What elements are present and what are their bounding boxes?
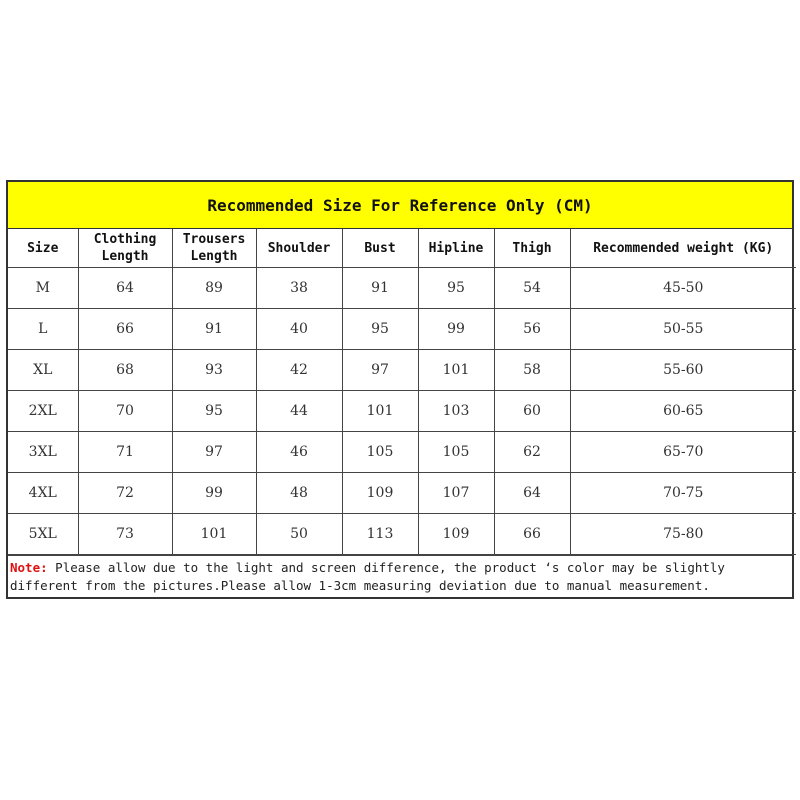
size-table [8,229,796,555]
cell-thigh: 58 [494,350,570,391]
header-clothing-length: Clothing Length [78,229,172,268]
cell-trousers-length: 99 [172,473,256,514]
cell-hipline: 99 [418,309,494,350]
header-trousers-length: Trousers Length [172,229,256,268]
cell-recommended-weight: 70-75 [570,473,796,514]
cell-hipline: 101 [418,350,494,391]
cell-recommended-weight: 45-50 [570,268,796,309]
cell-size: 4XL [8,473,78,514]
cell-clothing-length: 66 [78,309,172,350]
cell-shoulder: 42 [256,350,342,391]
cell-bust: 109 [342,473,418,514]
cell-shoulder: 50 [256,514,342,555]
cell-recommended-weight: 75-80 [570,514,796,555]
header-size: Size [8,229,78,268]
cell-size: M [8,268,78,309]
table-row [8,268,796,309]
cell-shoulder: 46 [256,432,342,473]
note-label: Note: [10,560,48,575]
table-row [8,514,796,555]
cell-trousers-length: 97 [172,432,256,473]
cell-shoulder: 40 [256,309,342,350]
table-row [8,350,796,391]
cell-shoulder: 44 [256,391,342,432]
cell-thigh: 60 [494,391,570,432]
cell-shoulder: 48 [256,473,342,514]
header-bust: Bust [342,229,418,268]
cell-recommended-weight: 50-55 [570,309,796,350]
cell-thigh: 62 [494,432,570,473]
cell-clothing-length: 68 [78,350,172,391]
cell-hipline: 107 [418,473,494,514]
cell-bust: 95 [342,309,418,350]
cell-trousers-length: 91 [172,309,256,350]
cell-trousers-length: 89 [172,268,256,309]
cell-size: 5XL [8,514,78,555]
table-row [8,391,796,432]
cell-size: 2XL [8,391,78,432]
header-row [8,229,796,268]
table-row [8,432,796,473]
cell-bust: 97 [342,350,418,391]
cell-trousers-length: 93 [172,350,256,391]
chart-title: Recommended Size For Reference Only (CM) [8,182,792,229]
cell-bust: 113 [342,514,418,555]
cell-recommended-weight: 60-65 [570,391,796,432]
cell-bust: 105 [342,432,418,473]
cell-hipline: 103 [418,391,494,432]
cell-trousers-length: 101 [172,514,256,555]
note [8,555,792,597]
size-chart [6,180,794,599]
cell-hipline: 105 [418,432,494,473]
cell-trousers-length: 95 [172,391,256,432]
header-hipline: Hipline [418,229,494,268]
cell-thigh: 66 [494,514,570,555]
cell-clothing-length: 73 [78,514,172,555]
cell-clothing-length: 70 [78,391,172,432]
cell-recommended-weight: 55-60 [570,350,796,391]
header-recommended-weight: Recommended weight (KG) [570,229,796,268]
note-text: Please allow due to the light and screen difference, the product ‘s color may be slightly different from the pictures.Please allow 1-3cm measuring deviation due to manual measurement. [10,560,725,593]
cell-clothing-length: 71 [78,432,172,473]
cell-size: 3XL [8,432,78,473]
cell-hipline: 95 [418,268,494,309]
cell-bust: 101 [342,391,418,432]
table-row [8,473,796,514]
cell-thigh: 64 [494,473,570,514]
header-thigh: Thigh [494,229,570,268]
cell-size: L [8,309,78,350]
cell-bust: 91 [342,268,418,309]
cell-thigh: 54 [494,268,570,309]
table-row [8,309,796,350]
cell-hipline: 109 [418,514,494,555]
cell-thigh: 56 [494,309,570,350]
cell-size: XL [8,350,78,391]
cell-clothing-length: 64 [78,268,172,309]
cell-shoulder: 38 [256,268,342,309]
header-shoulder: Shoulder [256,229,342,268]
cell-recommended-weight: 65-70 [570,432,796,473]
cell-clothing-length: 72 [78,473,172,514]
